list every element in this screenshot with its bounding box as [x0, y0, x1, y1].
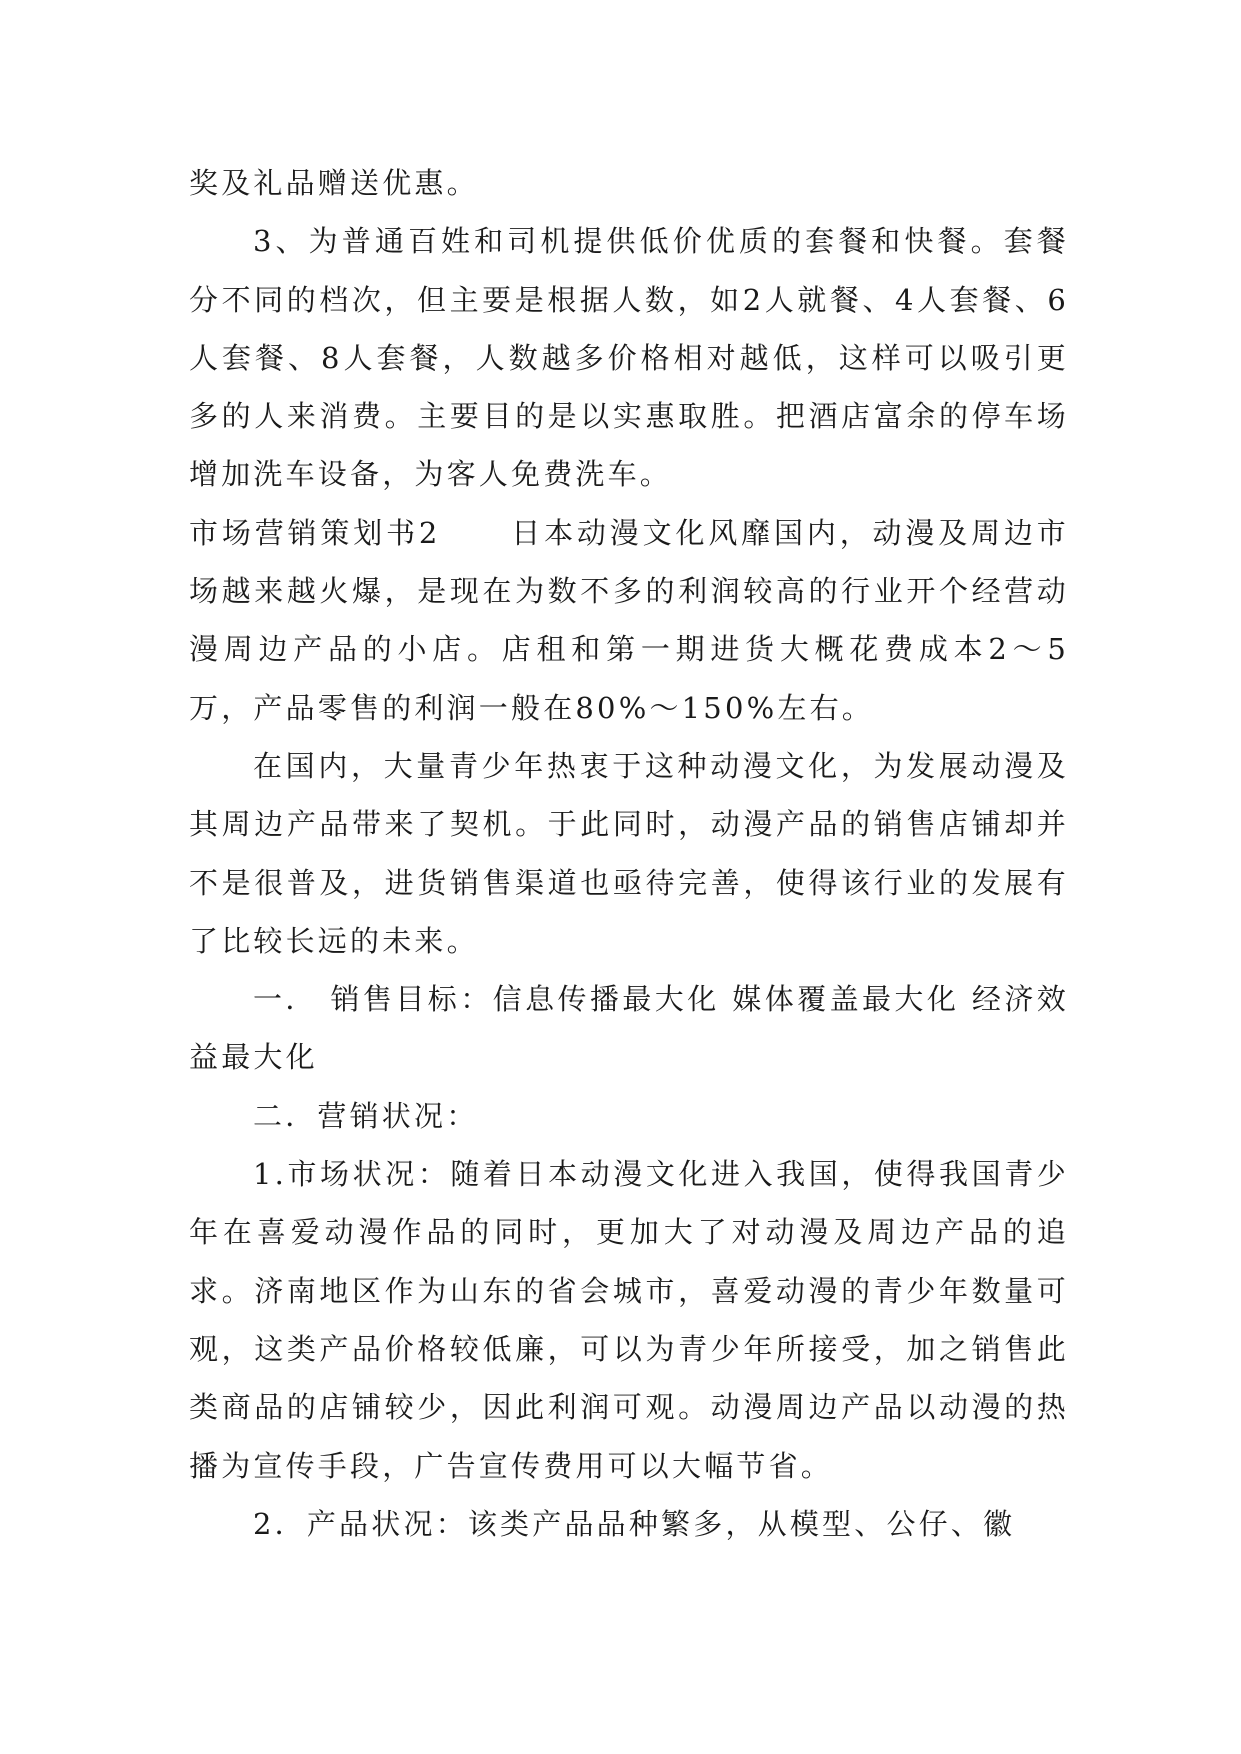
paragraph-8: 2．产品状况：该类产品品种繁多，从模型、公仔、徽 [253, 1506, 1016, 1541]
paragraph-5: 一． 销售目标：信息传播最大化 媒体覆盖最大化 经济效益最大化 [189, 982, 1069, 1075]
paragraph-1: 奖及礼品赠送优惠。 [189, 166, 479, 200]
paragraph-7: 1.市场状况：随着日本动漫文化进入我国，使得我国青少年在喜爱动漫作品的同时，更加大了对动漫及周边产品的追求。济南地区作为山东的省会城市，喜爱动漫的青少年数量可观，这类产品价格较低廉，可以为青少年所接受，加之销售此类商品的店铺较少，因此利润可观。动漫周边产品以动漫的热播为宣传手段，广告宣传费用可以大幅节省。 [189, 1157, 1069, 1483]
paragraph-3 [189, 504, 1069, 737]
paragraph-3-body: 日本动漫文化风靡国内，动漫及周边市场越来越火爆，是现在为数不多的利润较高的行业开个经营动漫周边产品的小店。店租和第一期进货大概花费成本2～5万，产品零售的利润一般在80%～150%左右。 [189, 515, 1069, 725]
paragraph-2: 3、为普通百姓和司机提供低价优质的套餐和快餐。套餐分不同的档次，但主要是根据人数，如2人就餐、4人套餐、6人套餐、8人套餐，人数越多价格相对越低，这样可以吸引更多的人来消费。主要目的是以实惠取胜。把酒店富余的停车场增加洗车设备，为客人免费洗车。 [189, 224, 1069, 492]
paragraph-6: 二．营销状况： [253, 1098, 479, 1133]
paragraph-4: 在国内，大量青少年热衷于这种动漫文化，为发展动漫及其周边产品带来了契机。于此同时，动漫产品的销售店铺却并不是很普及，进货销售渠道也亟待完善，使得该行业的发展有了比较长远的未来。 [189, 748, 1069, 958]
section-title: 市场营销策划书2 [189, 515, 441, 550]
document-body [189, 154, 1069, 1553]
